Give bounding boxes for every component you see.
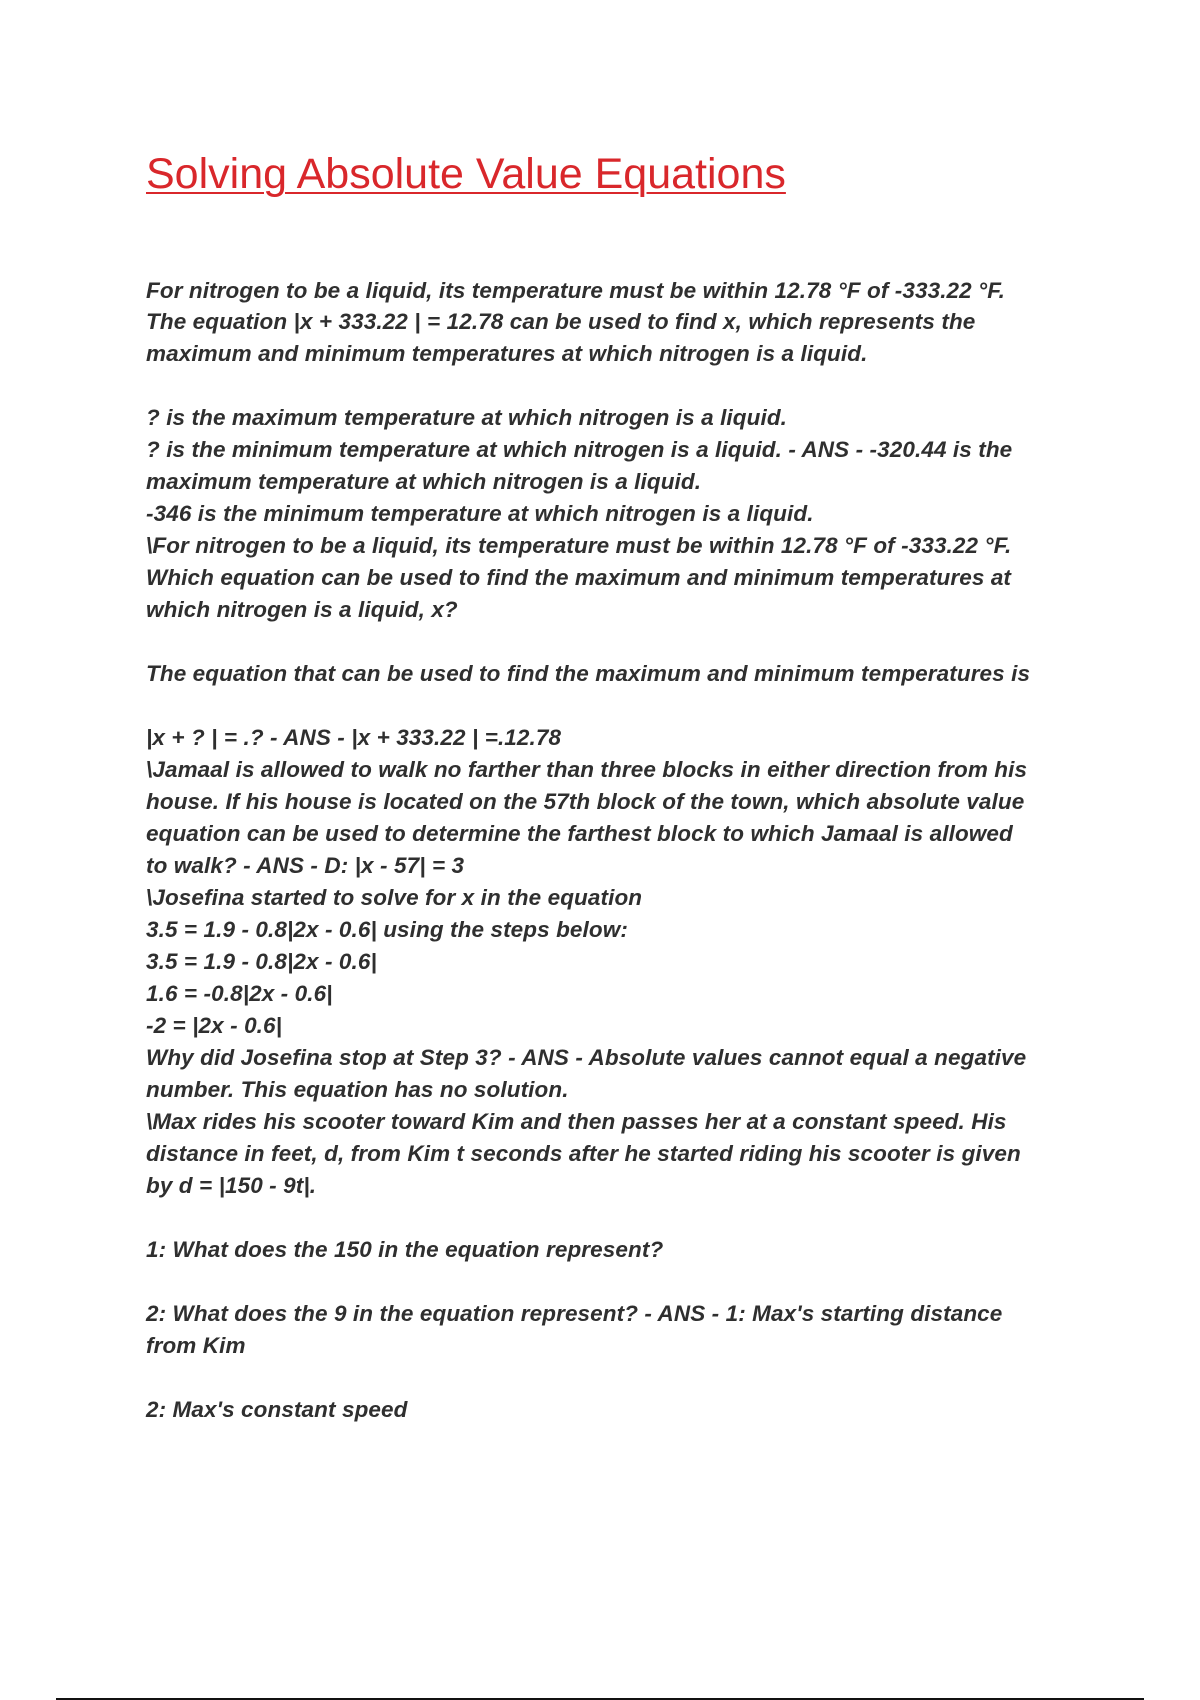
body-line: 3.5 = 1.9 - 0.8|2x - 0.6| <box>146 949 377 974</box>
body-line: \Josefina started to solve for x in the equation <box>146 885 643 910</box>
body-line: ? is the maximum temperature at which nitrogen is a liquid. <box>146 405 788 430</box>
body-line: ? is the minimum temperature at which nitrogen is a liquid. - ANS - -320.44 is the <box>146 437 1013 462</box>
body-line: house. If his house is located on the 57th block of the town, which absolute value <box>146 789 1025 814</box>
body-line: 3.5 = 1.9 - 0.8|2x - 0.6| using the steps below: <box>146 917 628 942</box>
body-line: from Kim <box>146 1333 246 1358</box>
body-line: 1.6 = -0.8|2x - 0.6| <box>146 981 333 1006</box>
body-line: maximum temperature at which nitrogen is a liquid. <box>146 469 702 494</box>
body-line: by d = |150 - 9t|. <box>146 1173 317 1198</box>
body-line: Which equation can be used to find the maximum and minimum temperatures at <box>146 565 1012 590</box>
body-line: which nitrogen is a liquid, x? <box>146 597 458 622</box>
body-line: 1: What does the 150 in the equation represent? <box>146 1237 664 1262</box>
body-line: maximum and minimum temperatures at which nitrogen is a liquid. <box>146 341 868 366</box>
body-line: The equation |x + 333.22 | = 12.78 can be used to find x, which represents the <box>146 309 976 334</box>
body-line: equation can be used to determine the farthest block to which Jamaal is allowed <box>146 821 1013 846</box>
body-line: For nitrogen to be a liquid, its temperature must be within 12.78 °F of -333.22 °F. <box>146 278 1005 303</box>
body-line: 2: What does the 9 in the equation represent? - ANS - 1: Max's starting distance <box>146 1301 1003 1326</box>
body-line: |x + ? | = .? - ANS - |x + 333.22 | =.12.78 <box>146 725 562 750</box>
body-line: distance in feet, d, from Kim t seconds after he started riding his scooter is given <box>146 1141 1021 1166</box>
body-line: The equation that can be used to find the maximum and minimum temperatures is <box>146 661 1031 686</box>
body-line: \Jamaal is allowed to walk no farther than three blocks in either direction from his <box>146 757 1028 782</box>
body-line: number. This equation has no solution. <box>146 1077 569 1102</box>
body-line: -346 is the minimum temperature at which nitrogen is a liquid. <box>146 501 814 526</box>
body-line: Why did Josefina stop at Step 3? - ANS - Absolute values cannot equal a negative <box>146 1045 1027 1070</box>
body-line: \For nitrogen to be a liquid, its temperature must be within 12.78 °F of -333.22 °F. <box>146 533 1012 558</box>
body-line: to walk? - ANS - D: |x - 57| = 3 <box>146 853 465 878</box>
body-line: \Max rides his scooter toward Kim and then passes her at a constant speed. His <box>146 1109 1007 1134</box>
body-line: 2: Max's constant speed <box>146 1397 408 1422</box>
page-title: Solving Absolute Value Equations <box>146 150 786 198</box>
body-line: -2 = |2x - 0.6| <box>146 1013 283 1038</box>
